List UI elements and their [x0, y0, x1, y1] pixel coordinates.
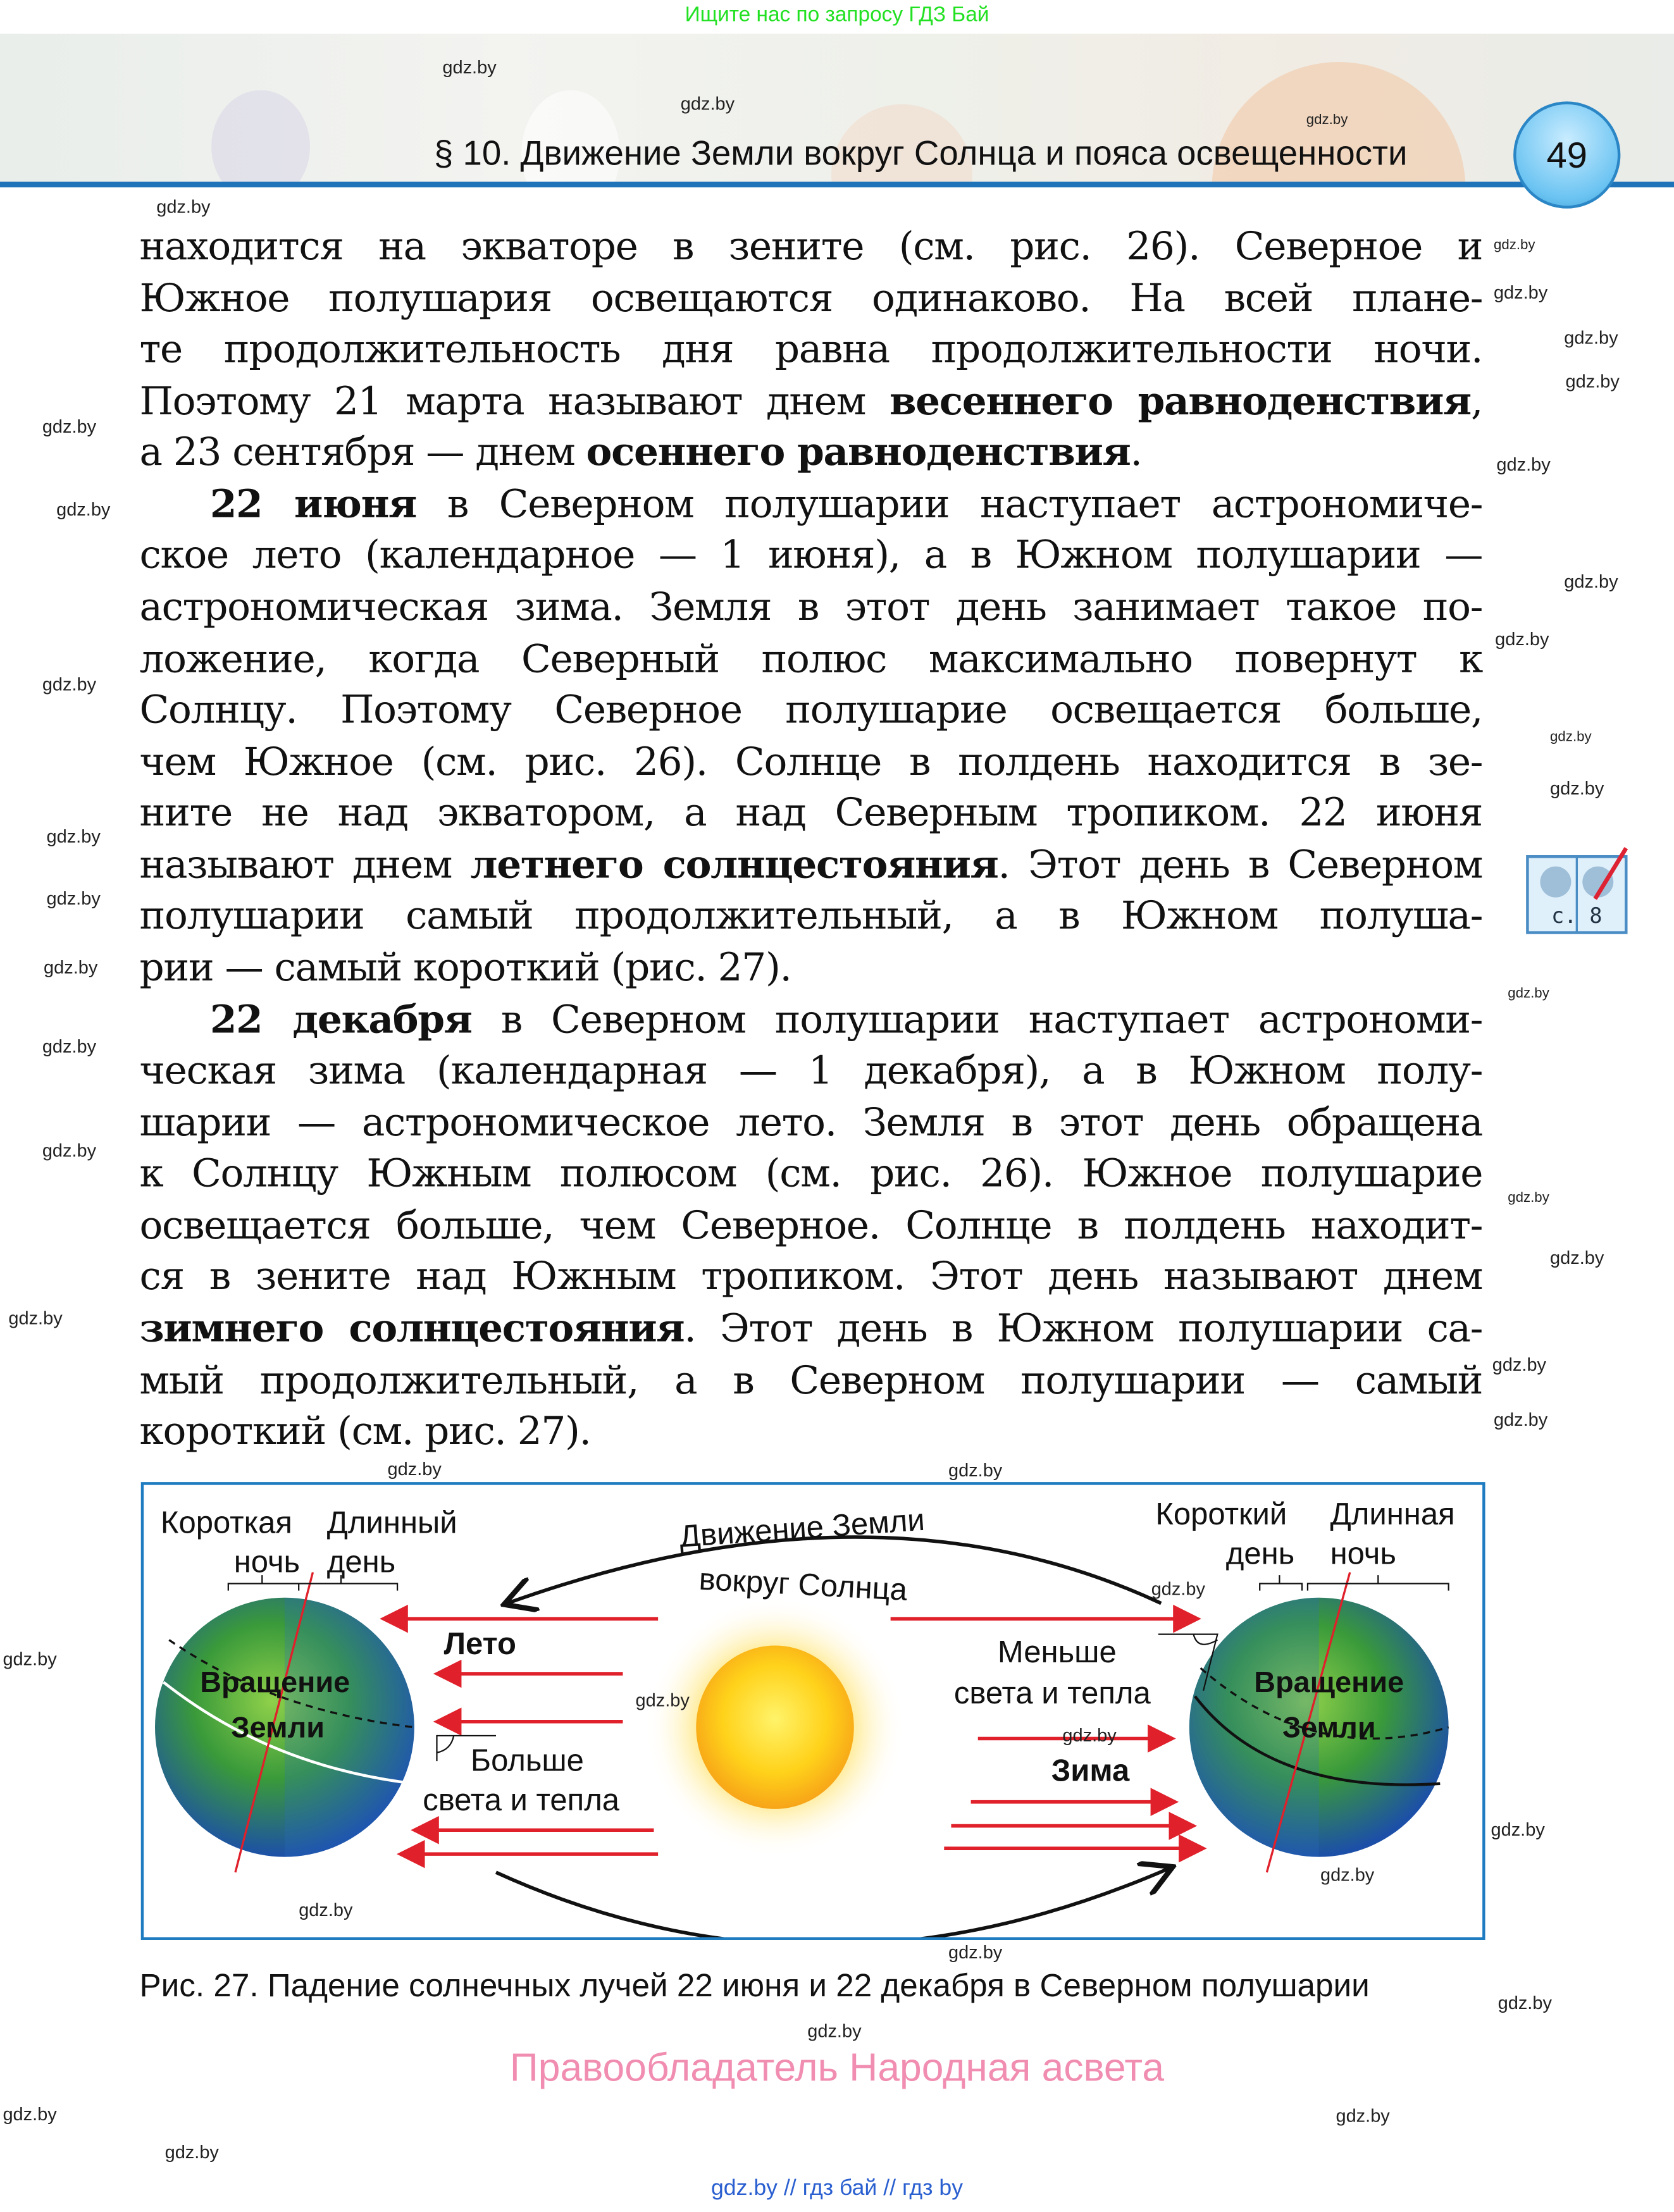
watermark: gdz.by — [3, 2103, 57, 2125]
sun — [696, 1645, 853, 1808]
watermark: gdz.by — [635, 1689, 690, 1710]
label-orbit-2: вокруг Солнца — [698, 1561, 908, 1608]
text-segment: шарии — астрономическое лето. Земля в этот день обращена — [139, 1099, 1483, 1146]
watermark: gdz.by — [42, 1139, 97, 1161]
label-more-1: Больше — [470, 1743, 584, 1778]
label-day: день — [1225, 1535, 1295, 1571]
watermark: gdz.by — [1564, 326, 1618, 349]
text-line — [140, 326, 1483, 374]
text-segment: Южное полушария освещаются одинаково. На всей плане- — [139, 275, 1483, 321]
watermark: gdz.by — [1306, 113, 1348, 128]
header-divider — [0, 182, 1674, 187]
text-segment: , — [1470, 378, 1483, 424]
text-segment: Солнцу. Поэтому Северное полушарие освещается больше, — [139, 688, 1483, 733]
watermark: gdz.by — [1151, 1578, 1206, 1599]
text-segment: а 23 сентября — днем — [139, 429, 586, 476]
text-line — [140, 841, 1483, 889]
text-segment: освещается больше, чем Северное. Солнце в полдень находит- — [139, 1202, 1483, 1249]
label-more-2: света и тепла — [423, 1782, 620, 1818]
text-line — [140, 223, 1483, 271]
label-long-night: Длинная — [1330, 1496, 1455, 1532]
label-summer: Лето — [443, 1626, 516, 1661]
page-number: 49 — [1513, 101, 1620, 208]
watermark: gdz.by — [1493, 238, 1535, 254]
label-night: ночь — [233, 1544, 301, 1579]
text-line — [140, 893, 1483, 941]
book-reference-icon[interactable] — [1525, 845, 1632, 936]
text-segment: ните не над экватором, а над Северным тропиком. 22 июня — [139, 791, 1483, 836]
text-segment: . Этот день в Северном — [998, 842, 1483, 887]
text-line — [140, 944, 1483, 992]
watermark: gdz.by — [46, 825, 101, 847]
watermark: gdz.by — [1565, 370, 1620, 392]
bold-term: весеннего равноденствия — [889, 378, 1471, 424]
figure-caption: Рис. 27. Падение солнечных лучей 22 июня и 22 декабря в Северном полушарии — [139, 1967, 1370, 2004]
footer-links[interactable]: gdz.by // гдз бай // гдз by — [710, 2177, 964, 2201]
side-icon-label: с. 8 — [1551, 903, 1603, 928]
text-segment: в Северном полушарии наступает астрономи- — [471, 996, 1483, 1042]
watermark: gdz.by — [1508, 1190, 1549, 1206]
text-segment: мый продолжительный, а в Северном полушарии — самый — [139, 1357, 1483, 1403]
bold-term: зимнего солнцестояния — [139, 1306, 685, 1351]
label-less-2: света и тепла — [953, 1675, 1151, 1710]
orbit-arrow-bottom — [496, 1868, 1170, 1937]
text-line — [140, 738, 1483, 786]
watermark: gdz.by — [1491, 1819, 1545, 1840]
watermark: gdz.by — [46, 887, 101, 909]
planet-image — [211, 90, 310, 185]
label-night: ночь — [1330, 1535, 1396, 1571]
text-line — [140, 377, 1483, 425]
label-long-day: Длинный — [326, 1504, 457, 1540]
watermark: gdz.by — [44, 956, 98, 978]
text-segment: к Солнцу Южным полюсом (см. рис. 26). Южное полушарие — [139, 1151, 1483, 1197]
text-line — [140, 1202, 1483, 1250]
label-rotation-2: Земли — [1282, 1712, 1376, 1745]
label-rotation-1: Вращение — [1254, 1666, 1404, 1700]
text-line — [140, 532, 1483, 580]
text-segment: ложение, когда Северный полюс максимально повернут к — [139, 636, 1483, 682]
text-segment: те продолжительность дня равна продолжительности ночи. — [139, 327, 1483, 373]
label-less-1: Меньше — [997, 1634, 1117, 1670]
watermark: gdz.by — [156, 195, 211, 218]
text-line — [140, 480, 1483, 528]
watermark: gdz.by — [948, 1941, 1003, 1963]
label-rotation-2: Земли — [231, 1712, 325, 1745]
text-line — [140, 1356, 1483, 1404]
watermark: gdz.by — [1497, 1992, 1552, 2013]
watermark: gdz.by — [1336, 2104, 1390, 2126]
text-line — [140, 789, 1483, 837]
text-line — [140, 274, 1483, 322]
text-segment: называют днем — [139, 842, 471, 887]
text-line — [140, 1099, 1483, 1147]
watermark: gdz.by — [299, 1899, 353, 1920]
text-line — [140, 1047, 1483, 1095]
text-segment: в Северном полушарии наступает астрономиче- — [416, 481, 1483, 527]
label-rotation-1: Вращение — [200, 1666, 350, 1700]
figure-27 — [141, 1482, 1485, 1940]
watermark: gdz.by — [3, 1648, 57, 1670]
text-line — [140, 429, 1483, 477]
watermark: gdz.by — [42, 416, 97, 437]
text-line — [140, 996, 1483, 1044]
section-title: § 10. Движение Земли вокруг Солнца и пояса освещенности — [434, 135, 1408, 173]
text-segment: ся в зените над Южным тропиком. Этот день называют днем — [139, 1254, 1483, 1300]
text-line — [140, 635, 1483, 683]
watermark: gdz.by — [1495, 628, 1549, 650]
watermark: gdz.by — [1492, 1354, 1547, 1375]
text-segment: рии — самый короткий (рис. 27). — [139, 945, 791, 991]
text-segment: ческая зима (календарная — 1 декабря), а в Южном полу- — [139, 1048, 1483, 1094]
watermark: gdz.by — [1496, 454, 1551, 475]
watermark: gdz.by — [387, 1458, 442, 1480]
copyright-notice: Правообладатель Народная асвета — [509, 2046, 1165, 2090]
bold-term: 22 июня — [209, 481, 417, 527]
watermark: gdz.by — [8, 1307, 63, 1329]
bold-term: летнего солнцестояния — [470, 842, 998, 887]
watermark: gdz.by — [164, 2141, 219, 2163]
watermark: gdz.by — [1550, 1247, 1604, 1268]
watermark: gdz.by — [1564, 571, 1618, 592]
text-line — [140, 686, 1483, 734]
watermark: gdz.by — [1062, 1724, 1117, 1746]
text-line — [140, 1304, 1483, 1352]
text-segment: . — [1130, 429, 1142, 476]
watermark: gdz.by — [1550, 777, 1604, 799]
label-day: день — [326, 1544, 396, 1579]
watermark: gdz.by — [680, 93, 735, 114]
text-segment: ское лето (календарное — 1 июня), а в Южном полушарии — — [139, 533, 1483, 579]
text-segment: Поэтому 21 марта называют днем — [139, 378, 890, 424]
watermark: gdz.by — [807, 2020, 862, 2042]
watermark: gdz.by — [1550, 729, 1592, 746]
text-segment: короткий (см. рис. 27). — [139, 1409, 591, 1454]
watermark: gdz.by — [1493, 281, 1548, 303]
bold-term: осеннего равноденствия — [586, 429, 1131, 476]
label-orbit-1: Движение Земли — [678, 1502, 926, 1554]
label-short-night: Короткая — [160, 1504, 292, 1540]
bold-term: 22 декабря — [209, 996, 472, 1042]
text-segment: чем Южное (см. рис. 26). Солнце в полдень находится в зе- — [139, 739, 1483, 784]
watermark: gdz.by — [42, 1035, 97, 1057]
label-short-day: Короткий — [1155, 1496, 1287, 1532]
text-segment: астрономическая зима. Земля в этот день занимает такое по- — [139, 584, 1483, 630]
text-line — [140, 1253, 1483, 1301]
watermark: gdz.by — [42, 673, 97, 695]
watermark: gdz.by — [1493, 1409, 1548, 1430]
label-winter: Зима — [1051, 1752, 1130, 1788]
text-segment: находится на экваторе в зените (см. рис. 26). Северное и — [139, 224, 1483, 269]
text-segment: полушарии самый продолжительный, а в Южном полуша- — [139, 894, 1483, 939]
text-segment: . Этот день в Южном полушарии са- — [684, 1306, 1483, 1351]
watermark: gdz.by — [1320, 1863, 1375, 1886]
watermark: gdz.by — [56, 498, 111, 520]
text-line — [140, 1407, 1483, 1455]
watermark: gdz.by — [948, 1459, 1003, 1481]
watermark: gdz.by — [442, 56, 497, 78]
text-line — [140, 1150, 1483, 1198]
watermark: gdz.by — [1508, 986, 1549, 1002]
search-hint[interactable]: Ищите нас по запросу ГДЗ Бай — [685, 3, 989, 27]
text-line — [140, 583, 1483, 631]
